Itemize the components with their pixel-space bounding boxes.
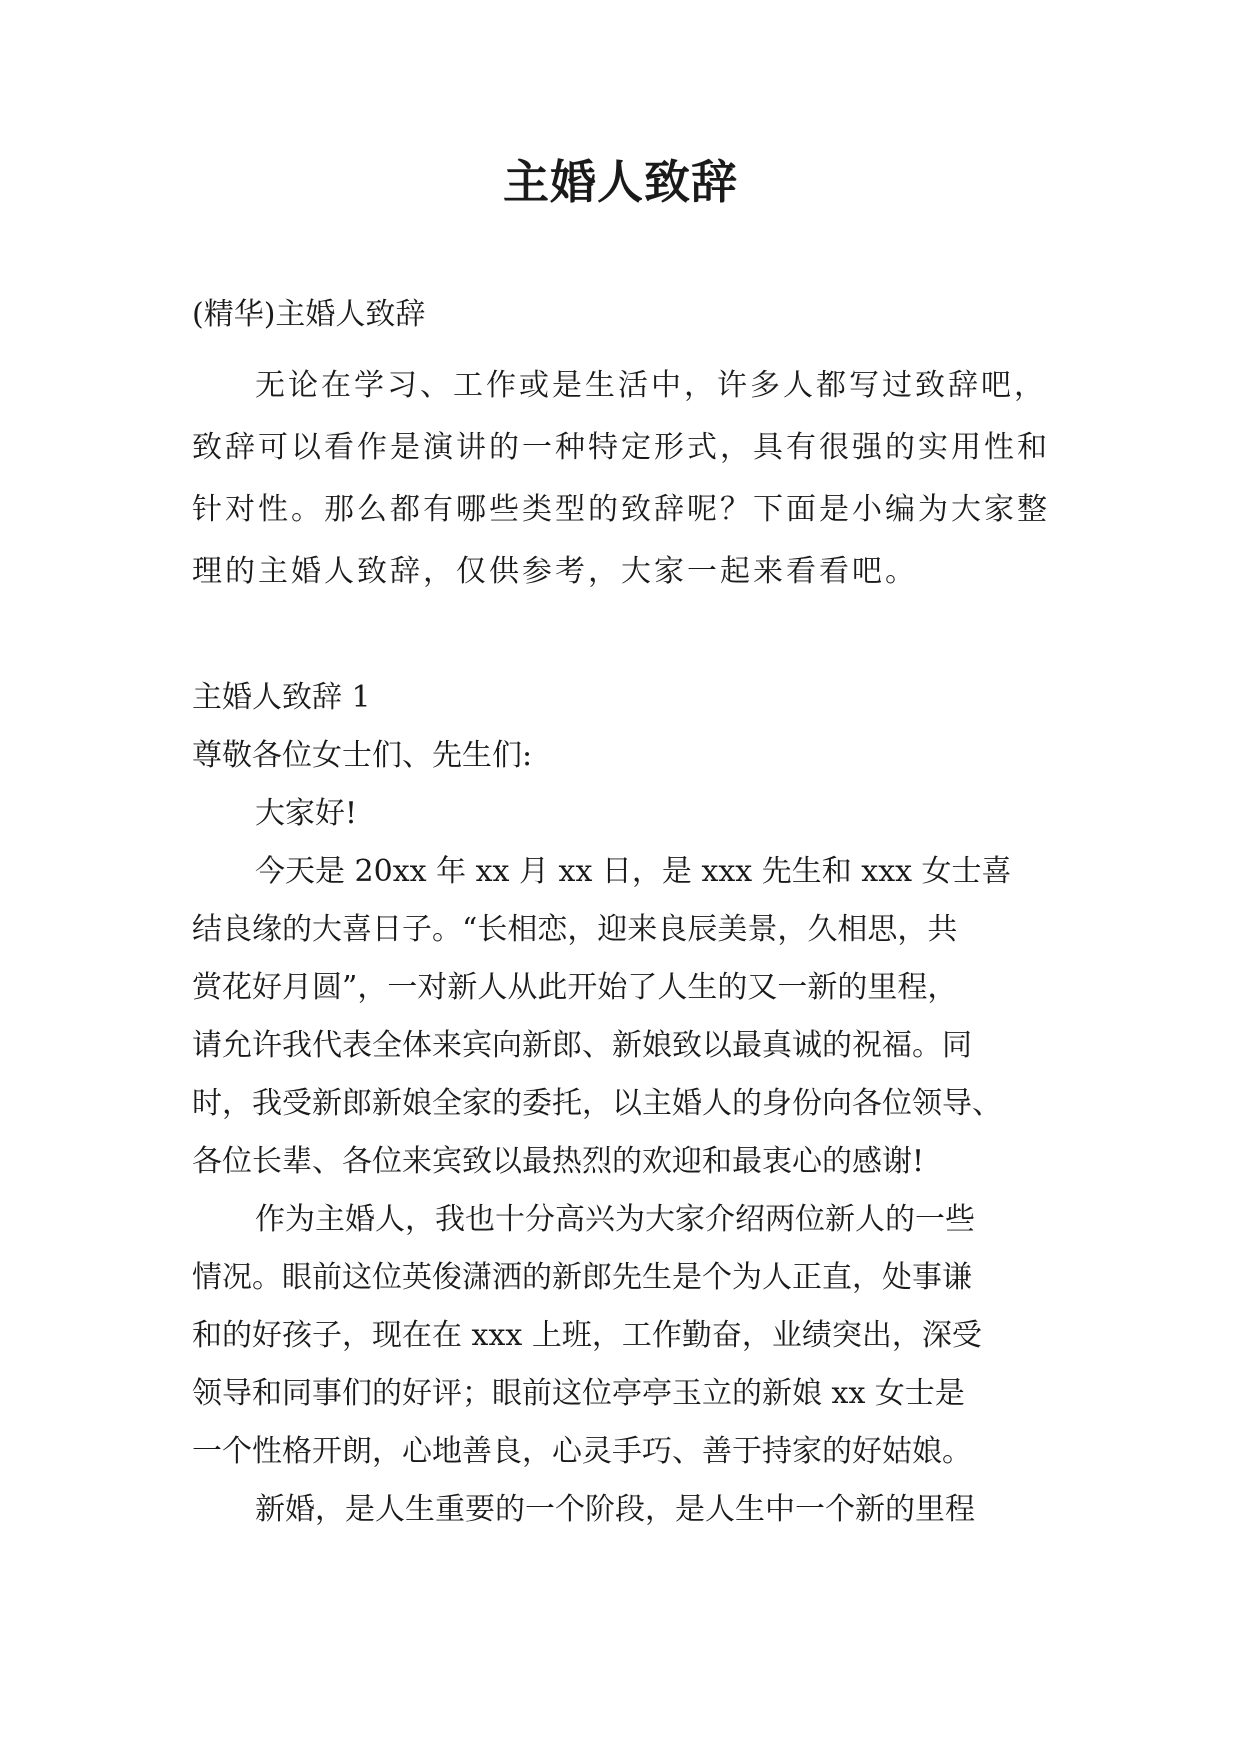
body-line: 新婚，是人生重要的一个阶段，是人生中一个新的里程	[255, 1492, 975, 1527]
intro-paragraph	[192, 355, 1052, 603]
document-subtitle: (精华)主婚人致辞	[192, 297, 426, 332]
body-line: 赏花好月圆”，一对新人从此开始了人生的又一新的里程，	[192, 970, 958, 1005]
body-line: 今天是 20xx 年 xx 月 xx 日，是 xxx 先生和 xxx 女士喜	[255, 854, 1012, 889]
body-line: 作为主婚人，我也十分高兴为大家介绍两位新人的一些	[255, 1202, 975, 1237]
greeting-line: 大家好!	[255, 796, 358, 831]
body-line: 请允许我代表全体来宾向新郎、新娘致以最真诚的祝福。同	[192, 1028, 972, 1063]
intro-line: 致辞可以看作是演讲的一种特定形式，具有很强的实用性和	[192, 430, 1050, 465]
salutation-line: 尊敬各位女士们、先生们:	[192, 738, 533, 773]
section-heading: 主婚人致辞 1	[192, 680, 371, 715]
document-title: 主婚人致辞	[503, 155, 738, 209]
speech-section	[192, 669, 1052, 1539]
body-line: 时，我受新郎新娘全家的委托，以主婚人的身份向各位领导、	[192, 1086, 1002, 1121]
body-line: 情况。眼前这位英俊潇洒的新郎先生是个为人正直，处事谦	[192, 1260, 972, 1295]
intro-line: 理的主婚人致辞，仅供参考，大家一起来看看吧。	[192, 554, 918, 589]
intro-line: 无论在学习、工作或是生活中，许多人都写过致辞吧，	[255, 368, 1047, 403]
body-line: 和的好孩子，现在在 xxx 上班，工作勤奋，业绩突出，深受	[192, 1318, 982, 1353]
body-line: 一个性格开朗，心地善良，心灵手巧、善于持家的好姑娘。	[192, 1434, 972, 1469]
intro-line: 针对性。那么都有哪些类型的致辞呢？下面是小编为大家整	[192, 492, 1050, 527]
body-line: 领导和同事们的好评；眼前这位亭亭玉立的新娘 xx 女士是	[192, 1376, 965, 1411]
body-line: 结良缘的大喜日子。“长相恋，迎来良辰美景，久相思，共	[192, 912, 958, 947]
body-line: 各位长辈、各位来宾致以最热烈的欢迎和最衷心的感谢!	[192, 1144, 925, 1179]
